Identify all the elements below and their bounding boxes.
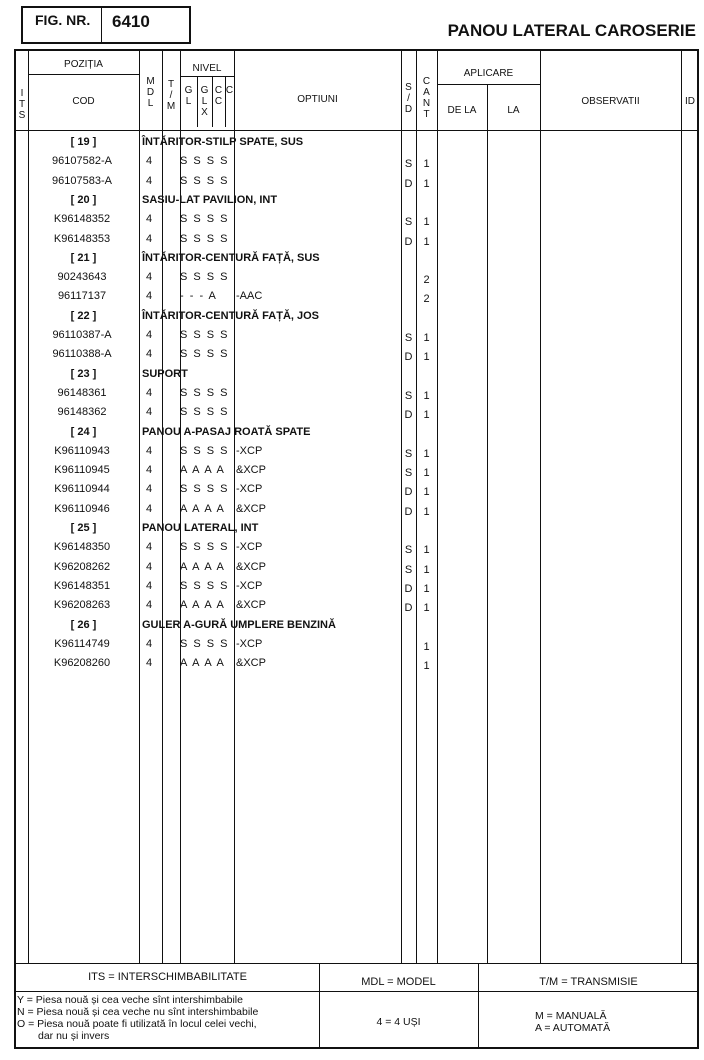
- part-code: 96110388-A: [52, 348, 112, 361]
- side-value: S: [404, 332, 413, 344]
- legend-tm-automat: A = AUTOMATĂ: [535, 1022, 611, 1034]
- position-number: [ 26 ]: [70, 618, 97, 631]
- position-number: [ 22 ]: [70, 309, 97, 322]
- model-value: 4: [146, 541, 153, 554]
- nivel-values: A A A A: [180, 657, 226, 670]
- header-nivel-cc: C C: [214, 85, 223, 107]
- option-code: &XCP: [236, 560, 266, 573]
- model-value: 4: [146, 348, 153, 361]
- quantity-value: 1: [423, 409, 430, 422]
- part-group-description: ÎNTĂRITOR-CENTURĂ FAȚĂ, JOS: [142, 309, 320, 322]
- header-nivel-gl: G L: [184, 85, 193, 107]
- position-number: [ 21 ]: [70, 251, 97, 264]
- nivel-values: S S S S: [180, 213, 230, 226]
- header-nivel: NIVEL: [192, 63, 222, 74]
- header-optiuni: OPTIUNI: [297, 94, 338, 105]
- part-code: 96107583-A: [52, 174, 112, 187]
- legend-divider-1: [319, 963, 320, 1047]
- model-value: 4: [146, 599, 153, 612]
- nivel-values: A A A A: [180, 464, 226, 477]
- header-bottom-line: [16, 130, 697, 131]
- aplicare-underline: [437, 84, 540, 85]
- nivel-values: S S S S: [180, 541, 230, 554]
- figure-number: 6410: [112, 12, 150, 31]
- legend-header-line: [16, 991, 697, 992]
- quantity-value: 1: [423, 563, 430, 576]
- header-its: I T S: [18, 88, 26, 121]
- col-line-observatii: [681, 51, 682, 963]
- side-value: D: [404, 177, 413, 190]
- part-code: K96110945: [54, 464, 110, 477]
- option-code: -XCP: [236, 483, 263, 496]
- header-la: LA: [507, 105, 520, 116]
- nivel-values: S S S S: [180, 579, 230, 592]
- position-number: [ 20 ]: [70, 193, 97, 206]
- side-value: [401, 291, 416, 307]
- model-value: 4: [146, 637, 153, 650]
- part-group-description: PANOU LATERAL, INT: [142, 522, 259, 534]
- nivel-values: S S S S: [180, 174, 230, 187]
- side-value: D: [404, 235, 413, 248]
- header-nivel-glx: G L X: [200, 85, 209, 118]
- side-value: D: [404, 409, 413, 422]
- model-value: 4: [146, 464, 153, 477]
- quantity-value: 1: [423, 389, 430, 402]
- option-code: -XCP: [236, 541, 263, 554]
- model-value: 4: [146, 271, 153, 284]
- model-value: 4: [146, 386, 153, 399]
- option-code: &XCP: [236, 464, 266, 477]
- quantity-value: 1: [423, 640, 430, 653]
- nivel-values: S S S S: [180, 406, 230, 419]
- quantity-value: 1: [423, 177, 430, 190]
- legend-mdl-value: 4 = 4 UȘI: [376, 1016, 421, 1028]
- quantity-value: 1: [423, 602, 430, 615]
- position-number: [ 23 ]: [70, 367, 97, 380]
- nivel-values: A A A A: [180, 502, 226, 515]
- position-number: [ 24 ]: [70, 425, 97, 438]
- option-code: -XCP: [236, 637, 263, 650]
- quantity-value: 1: [423, 158, 430, 171]
- legend-tm-manual: M = MANUALĂ: [535, 1010, 607, 1022]
- col-line-nivel: [234, 51, 235, 963]
- nivel-values: S S S S: [180, 483, 230, 496]
- side-value: [401, 639, 416, 655]
- option-code: -XCP: [236, 579, 263, 592]
- model-value: 4: [146, 444, 153, 457]
- quantity-value: 2: [423, 293, 430, 306]
- quantity-value: 1: [423, 332, 430, 344]
- quantity-value: 1: [423, 447, 430, 460]
- quantity-value: 1: [423, 544, 430, 557]
- side-value: S: [404, 447, 413, 460]
- side-value: [401, 272, 416, 288]
- side-value: D: [404, 582, 413, 595]
- model-value: 4: [146, 213, 153, 226]
- position-number: [ 25 ]: [70, 522, 97, 534]
- part-group-description: SUPORT: [142, 367, 188, 380]
- figure-label: FIG. NR.: [35, 12, 91, 28]
- nivel-values: S S S S: [180, 637, 230, 650]
- part-code: 90243643: [57, 271, 107, 284]
- quantity-value: 1: [423, 486, 430, 499]
- position-number: [ 19 ]: [70, 136, 97, 148]
- nivel-values: S S S S: [180, 329, 230, 341]
- quantity-value: 1: [423, 660, 430, 673]
- quantity-value: 1: [423, 351, 430, 364]
- nivel-values: S S S S: [180, 271, 230, 284]
- side-value: [401, 658, 416, 674]
- legend-its-line-o: O = Piesa nouă poate fi utilizată în locul celei vechi,: [17, 1018, 257, 1030]
- header-cod: COD: [72, 96, 95, 107]
- nivel-values: S S S S: [180, 232, 230, 245]
- nivel-values: S S S S: [180, 348, 230, 361]
- header-tm: T / M: [166, 79, 176, 112]
- nivel-values: S S S S: [180, 444, 230, 457]
- quantity-value: 1: [423, 582, 430, 595]
- part-group-description: PANOU A-PASAJ ROATĂ SPATE: [142, 425, 311, 438]
- part-code: K96208262: [53, 560, 111, 573]
- model-value: 4: [146, 657, 153, 670]
- header-mdl: M D L: [146, 76, 155, 109]
- model-value: 4: [146, 560, 153, 573]
- side-value: S: [404, 544, 413, 557]
- part-code: K96208263: [53, 599, 111, 612]
- option-code: &XCP: [236, 599, 266, 612]
- option-code: &XCP: [236, 657, 266, 670]
- figure-box-divider: [101, 8, 102, 42]
- quantity-value: 2: [423, 274, 430, 287]
- col-line-la: [540, 51, 541, 963]
- nivel-values: A A A A: [180, 599, 226, 612]
- header-id: ID: [685, 96, 695, 107]
- part-code: 96107582-A: [52, 155, 112, 168]
- legend-its-line-y: Y = Piesa nouă și cea veche sînt intershimbabile: [17, 994, 243, 1006]
- part-code: 96148362: [57, 406, 107, 419]
- header-de-la: DE LA: [447, 105, 477, 116]
- nivel-values: S S S S: [180, 386, 230, 399]
- side-value: S: [404, 158, 413, 171]
- header-observatii: OBSERVATII: [581, 96, 640, 107]
- legend-tm-title: T/M = TRANSMISIE: [539, 976, 638, 988]
- header-aplicare: APLICARE: [463, 68, 514, 79]
- col-line-mdl: [162, 51, 163, 963]
- part-code: K96148350: [53, 541, 111, 554]
- legend-top-line: [16, 963, 697, 964]
- model-value: 4: [146, 483, 153, 496]
- part-code: K96110943: [54, 444, 110, 457]
- col-line-dela: [487, 84, 488, 963]
- side-value: S: [404, 216, 413, 229]
- model-value: 4: [146, 502, 153, 515]
- header-pozitia: POZIȚIA: [64, 59, 103, 70]
- model-value: 4: [146, 579, 153, 592]
- col-line-cod: [139, 51, 140, 963]
- nivel-values: A A A A: [180, 560, 226, 573]
- header-sd: S / D: [404, 82, 413, 115]
- model-value: 4: [146, 232, 153, 245]
- side-value: D: [404, 602, 413, 615]
- option-code: -AAC: [236, 290, 263, 303]
- quantity-value: 1: [423, 505, 430, 518]
- side-value: S: [404, 563, 413, 576]
- part-code: K96110944: [54, 483, 110, 496]
- model-value: 4: [146, 290, 153, 303]
- legend-its-line-n: N = Piesa nouă și cea veche nu sînt intershimbabile: [17, 1006, 259, 1018]
- legend-its-title: ITS = INTERSCHIMBABILITATE: [88, 971, 247, 983]
- option-code: &XCP: [236, 502, 266, 515]
- part-group-description: ÎNTĂRITOR-STILP SPATE, SUS: [142, 136, 304, 148]
- side-value: D: [404, 505, 413, 518]
- legend-divider-2: [478, 963, 479, 1047]
- nivel-values: - - - A: [180, 290, 218, 303]
- part-code: 96110387-A: [52, 329, 112, 341]
- header-cant: C A N T: [422, 76, 431, 120]
- side-value: S: [404, 467, 413, 480]
- legend-its-line-o-cont: dar nu și invers: [38, 1030, 110, 1042]
- side-value: D: [404, 351, 413, 364]
- part-group-description: ÎNTĂRITOR-CENTURĂ FAȚĂ, SUS: [142, 251, 320, 264]
- model-value: 4: [146, 406, 153, 419]
- part-code: 96148361: [57, 386, 107, 399]
- part-code: K96114749: [54, 637, 110, 650]
- part-code: K96148352: [53, 213, 111, 226]
- col-line-its: [28, 51, 29, 963]
- model-value: 4: [146, 174, 153, 187]
- header-nivel-c: C: [225, 85, 234, 96]
- part-code: K96110946: [54, 502, 110, 515]
- part-code: 96117137: [57, 290, 107, 303]
- part-code: K96208260: [53, 657, 111, 670]
- part-code: K96148351: [53, 579, 111, 592]
- legend-mdl-title: MDL = MODEL: [361, 976, 436, 988]
- model-value: 4: [146, 155, 153, 168]
- page-title: PANOU LATERAL CAROSERIE: [447, 21, 696, 40]
- col-line-cant: [437, 51, 438, 963]
- quantity-value: 1: [423, 235, 430, 248]
- quantity-value: 1: [423, 467, 430, 480]
- part-code: K96148353: [53, 232, 111, 245]
- part-group-description: SASIU-LAT PAVILION, INT: [142, 193, 278, 206]
- part-group-description: GULER A-GURĂ UMPLERE BENZINĂ: [142, 618, 336, 631]
- side-value: S: [404, 389, 413, 402]
- quantity-value: 1: [423, 216, 430, 229]
- pozitia-underline: [28, 74, 139, 75]
- model-value: 4: [146, 329, 153, 341]
- option-code: -XCP: [236, 444, 263, 457]
- nivel-values: S S S S: [180, 155, 230, 168]
- side-value: D: [404, 486, 413, 499]
